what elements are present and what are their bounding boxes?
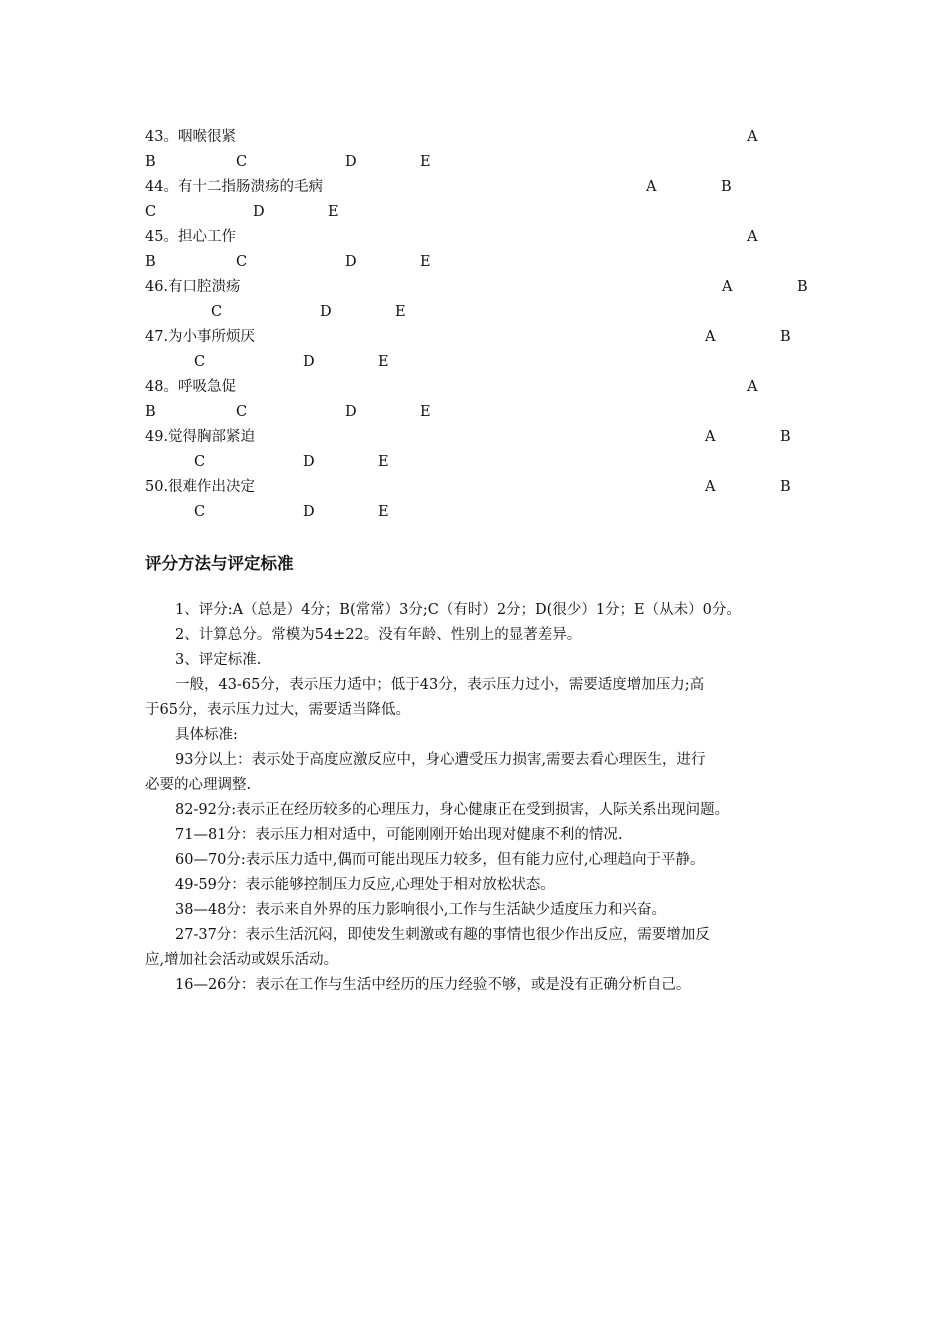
q44-option-d[interactable]: D (253, 204, 265, 220)
general-standard-line-2: 于65分，表示压力过大，需要适当降低。 (145, 702, 410, 718)
q44-option-e[interactable]: E (328, 204, 339, 220)
q47-option-c[interactable]: C (194, 354, 206, 370)
q45-option-b[interactable]: B (145, 254, 156, 270)
q43-option-e[interactable]: E (420, 154, 431, 170)
standard-27-37-line-2: 应,增加社会活动或娱乐活动。 (145, 952, 339, 968)
question-49-label: 49.觉得胸部紧迫 (145, 429, 256, 445)
scoring-rule-3: 3、评定标准. (175, 652, 262, 668)
q48-option-c[interactable]: C (236, 404, 248, 420)
question-46-label: 46.有口腔溃疡 (145, 279, 241, 295)
question-47-label: 47.为小事所烦厌 (145, 329, 256, 345)
q45-option-d[interactable]: D (345, 254, 357, 270)
q50-option-c[interactable]: C (194, 504, 206, 520)
q47-option-e[interactable]: E (378, 354, 389, 370)
q50-option-a[interactable]: A (705, 479, 716, 495)
q44-option-b[interactable]: B (721, 179, 732, 195)
q48-option-e[interactable]: E (420, 404, 431, 420)
q47-option-d[interactable]: D (303, 354, 315, 370)
question-43-label: 43。咽喉很紧 (145, 129, 236, 145)
q48-option-d[interactable]: D (345, 404, 357, 420)
q44-option-a[interactable]: A (646, 179, 657, 195)
q49-option-b[interactable]: B (780, 429, 791, 445)
q50-option-b[interactable]: B (780, 479, 791, 495)
specific-standard-label: 具体标准: (175, 727, 238, 743)
q46-option-e[interactable]: E (395, 304, 406, 320)
q49-option-a[interactable]: A (705, 429, 716, 445)
q43-option-c[interactable]: C (236, 154, 248, 170)
standard-27-37-line-1: 27-37分：表示生活沉闷，即使发生刺激或有趣的事情也很少作出反应，需要增加反 (175, 927, 710, 943)
q49-option-d[interactable]: D (303, 454, 315, 470)
q45-option-c[interactable]: C (236, 254, 248, 270)
standard-82-92: 82-92分:表示正在经历较多的心理压力，身心健康正在受到损害，人际关系出现问题。 (175, 802, 730, 818)
scoring-heading: 评分方法与评定标准 (145, 554, 294, 573)
q48-option-a[interactable]: A (747, 379, 758, 395)
standard-93-line-1: 93分以上：表示处于高度应激反应中，身心遭受压力损害,需要去看心理医生，进行 (175, 752, 706, 768)
q49-option-e[interactable]: E (378, 454, 389, 470)
q46-option-d[interactable]: D (320, 304, 332, 320)
standard-38-48: 38—48分：表示来自外界的压力影响很小,工作与生活缺少适度压力和兴奋。 (175, 902, 667, 918)
q46-option-a[interactable]: A (722, 279, 733, 295)
standard-49-59: 49-59分：表示能够控制压力反应,心理处于相对放松状态。 (175, 877, 555, 893)
question-48-label: 48。呼吸急促 (145, 379, 236, 395)
q43-option-a[interactable]: A (747, 129, 758, 145)
standard-60-70: 60—70分:表示压力适中,偶而可能出现压力较多，但有能力应付,心理趋向于平静。 (175, 852, 705, 868)
q44-option-c[interactable]: C (145, 204, 157, 220)
scoring-rule-1: 1、评分:A（总是）4分；B(常常）3分;C（有时）2分；D(很少）1分；E（从未）0分。 (175, 602, 741, 618)
q47-option-a[interactable]: A (705, 329, 716, 345)
q48-option-b[interactable]: B (145, 404, 156, 420)
q45-option-a[interactable]: A (747, 229, 758, 245)
q43-option-d[interactable]: D (345, 154, 357, 170)
standard-71-81: 71—81分：表示压力相对适中，可能刚刚开始出现对健康不利的情况. (175, 827, 623, 843)
q43-option-b[interactable]: B (145, 154, 156, 170)
q49-option-c[interactable]: C (194, 454, 206, 470)
standard-93-line-2: 必要的心理调整. (145, 777, 252, 793)
q46-option-b[interactable]: B (797, 279, 808, 295)
standard-16-26: 16—26分：表示在工作与生活中经历的压力经验不够，或是没有正确分析自己。 (175, 977, 691, 993)
question-50-label: 50.很难作出决定 (145, 479, 256, 495)
q50-option-d[interactable]: D (303, 504, 315, 520)
q46-option-c[interactable]: C (211, 304, 223, 320)
question-45-label: 45。担心工作 (145, 229, 236, 245)
question-44-label: 44。有十二指肠溃疡的毛病 (145, 179, 323, 195)
general-standard-line-1: 一般，43-65分，表示压力适中；低于43分，表示压力过小，需要适度增加压力;高 (175, 677, 705, 693)
q47-option-b[interactable]: B (780, 329, 791, 345)
q45-option-e[interactable]: E (420, 254, 431, 270)
scoring-rule-2: 2、计算总分。常模为54±22。没有年龄、性别上的显著差异。 (175, 627, 582, 643)
q50-option-e[interactable]: E (378, 504, 389, 520)
